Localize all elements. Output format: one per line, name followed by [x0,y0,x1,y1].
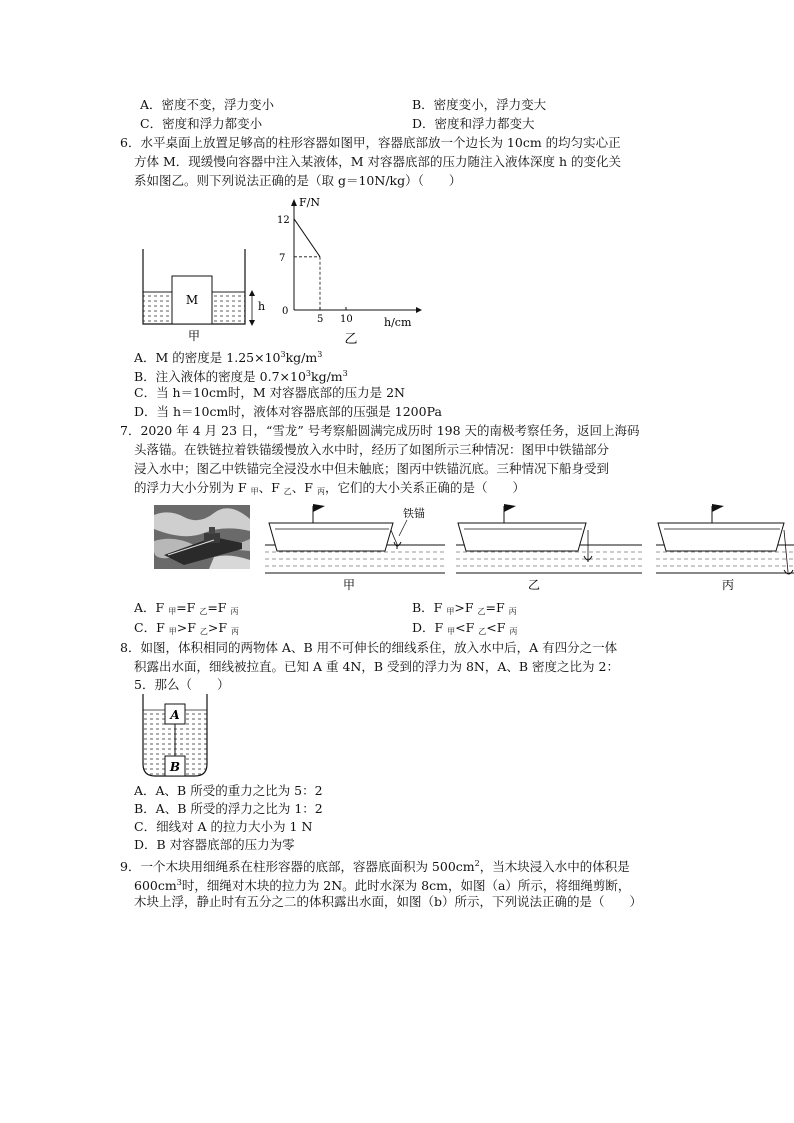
q6-figure-jia [136,244,272,344]
q7-figure-bing [656,500,794,592]
q5-option-d: D．密度和浮力都变大 [412,116,535,131]
y-axis-label: F/N [299,196,320,209]
y-tick-7: 7 [279,252,286,264]
q7-stem-line4: 的浮力大小分别为 F $_甲$、F $_乙$、F $_丙$，它们的大小关系正确的是（ ） [134,480,525,496]
q6-stem-line2: 方体 M．现缓慢向容器中注入某液体，M 对容器底部的压力随注入液体深度 h 的变化关 [134,154,622,169]
q8-stem-line2: 积露出水面，细线被拉直。已知 A 重 4N，B 受到的浮力为 8N，A、B 密度之比为 2： [134,659,619,674]
caption-ship-jia: 甲 [342,578,356,592]
q9-stem-line2: $600cm^3$时，细绳对木块的拉力为 2N。此时水深为 8cm，如图（a）所示，将细绳剪断， [134,878,631,893]
q8-option-b: B．A、B 所受的浮力之比为 1：2 [134,801,323,816]
caption-ship-bing: 丙 [721,578,735,592]
origin-label: 0 [282,306,289,317]
q7-figure-jia [265,500,445,592]
x-tick-5: 5 [317,314,324,325]
block-m-label: M [185,293,199,307]
q7-option-c: C．F $_甲$>F $_乙$>F $_丙$ [134,620,239,636]
q7-option-d: D．F $_甲$<F $_乙$<F $_丙$ [412,620,518,636]
x-tick-10: 10 [340,314,353,325]
q7-option-b: B．F $_甲$>F $_乙$=F $_丙$ [412,600,517,616]
q9-stem-line1: 9．一个木块用细绳系在柱形容器的底部，容器底面积为 $500cm^2$，当木块浸入水中的体积是 [120,859,630,874]
q6-option-d: D．当 h＝10cm时，液体对容器底部的压强是 1200Pa [134,404,442,419]
q8-option-a: A．A、B 所受的重力之比为 5：2 [134,783,323,798]
q6-option-b: B．注入液体的密度是 $0.7\times 10^3kg/m^3$ [134,369,348,384]
q6-chart-yi [276,190,426,350]
depth-h-label: h [258,300,266,313]
q6-option-c: C．当 h＝10cm时，M 对容器底部的压力是 2N [134,385,405,400]
q7-stem-line3: 浸入水中；图乙中铁锚完全浸没水中但未触底；图丙中铁锚沉底。三种情况下船身受到 [134,461,610,476]
block-b-label: B [169,760,181,774]
q8-stem-line3: 5．那么（ ） [134,677,230,692]
series-line [294,219,320,257]
q7-option-a: A．F $_甲$=F $_乙$=F $_丙$ [134,600,239,616]
caption-ship-yi: 乙 [527,578,541,592]
q5-option-b: B．密度变小，浮力变大 [412,97,547,112]
q8-option-d: D．B 对容器底部的压力为零 [134,837,295,852]
q8-stem-line1: 8．如图，体积相同的两物体 A、B 用不可伸长的细线系住，放入水中后，A 有四分之一体 [120,640,618,655]
anchor-label: 铁锚 [403,507,425,520]
ship-photo [154,505,250,569]
q8-option-c: C．细线对 A 的拉力大小为 1 N [134,819,313,834]
q6-option-a: A．M 的密度是 $1.25\times 10^3kg/m^3$ [134,350,323,365]
q7-figure-yi [456,500,642,592]
q6-stem-line3: 系如图乙。则下列说法正确的是（取 g＝10N/kg）（ ） [134,173,462,188]
q9-stem-line3: 木块上浮，静止时有五分之二的体积露出水面，如图（b）所示，下列说法正确的是（ ） [134,894,643,909]
q7-stem-line1: 7．2020 年 4 月 23 日，“雪龙” 号考察船圆满完成历时 198 天的南极考察任务，返回上海码 [120,423,640,438]
q6-stem-line1: 6．水平桌面上放置足够高的柱形容器如图甲，容器底部放一个边长为 10cm 的均匀实心正 [120,135,621,150]
y-tick-12: 12 [277,214,290,226]
q8-figure [138,692,212,780]
q5-option-c: C．密度和浮力都变小 [140,116,263,131]
q7-stem-line2: 头落锚。在铁链拉着铁锚缓慢放入水中时，经历了如图所示三种情况：图甲中铁锚部分 [134,442,610,457]
q5-option-a: A．密度不变，浮力变小 [140,97,275,112]
x-axis-label: h/cm [384,316,412,329]
block-a-label: A [170,708,180,722]
caption-yi: 乙 [344,332,358,347]
caption-jia: 甲 [187,329,201,343]
